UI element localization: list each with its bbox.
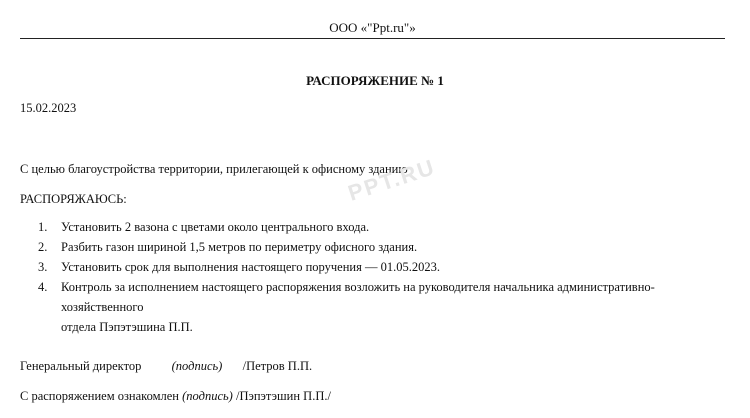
ack-sign-placeholder: (подпись) (182, 389, 233, 403)
director-label: Генеральный директор (20, 359, 142, 373)
document-title: РАСПОРЯЖЕНИЕ № 1 (306, 73, 444, 88)
list-item (20, 217, 720, 237)
order-heading: РАСПОРЯЖАЮСЬ: (20, 192, 127, 206)
list-item-text-line1: Контроль за исполнением настоящего распоряжения возложить на руководителя начальника административно-хозяйственного (61, 280, 655, 314)
list-item-number: 1. (38, 220, 48, 234)
list-item (20, 277, 720, 337)
list-item-text-line2: отдела Пэпэтэшина П.П. (61, 320, 193, 334)
ack-name: /Пэпэтэшин П.П./ (235, 389, 331, 403)
watermark: PPT.RU (345, 154, 439, 206)
intro-text: С целью благоустройства территории, прилегающей к офисному зданию (20, 162, 408, 176)
document-date: 15.02.2023 (20, 101, 77, 115)
ack-label: С распоряжением ознакомлен (20, 389, 179, 403)
order-items-list (20, 217, 720, 337)
list-item-text: Установить срок для выполнения настоящего поручения — 01.05.2023. (61, 260, 440, 274)
director-sign-placeholder: (подпись) (171, 359, 223, 373)
company-header: ООО «"Ppt.ru"» (329, 20, 416, 35)
header-divider (20, 38, 725, 39)
list-item (20, 237, 720, 257)
list-item-text: Разбить газон шириной 1,5 метров по периметру офисного здания. (61, 240, 418, 254)
director-name: /Петров П.П. (242, 359, 313, 373)
list-item-text: Установить 2 вазона с цветами около центрального входа. (61, 220, 370, 234)
acknowledgement-line (20, 387, 331, 405)
list-item (20, 257, 720, 277)
list-item-number: 3. (38, 260, 48, 274)
list-item-number: 2. (38, 240, 48, 254)
director-signature-line (20, 357, 312, 375)
list-item-number: 4. (38, 280, 48, 294)
